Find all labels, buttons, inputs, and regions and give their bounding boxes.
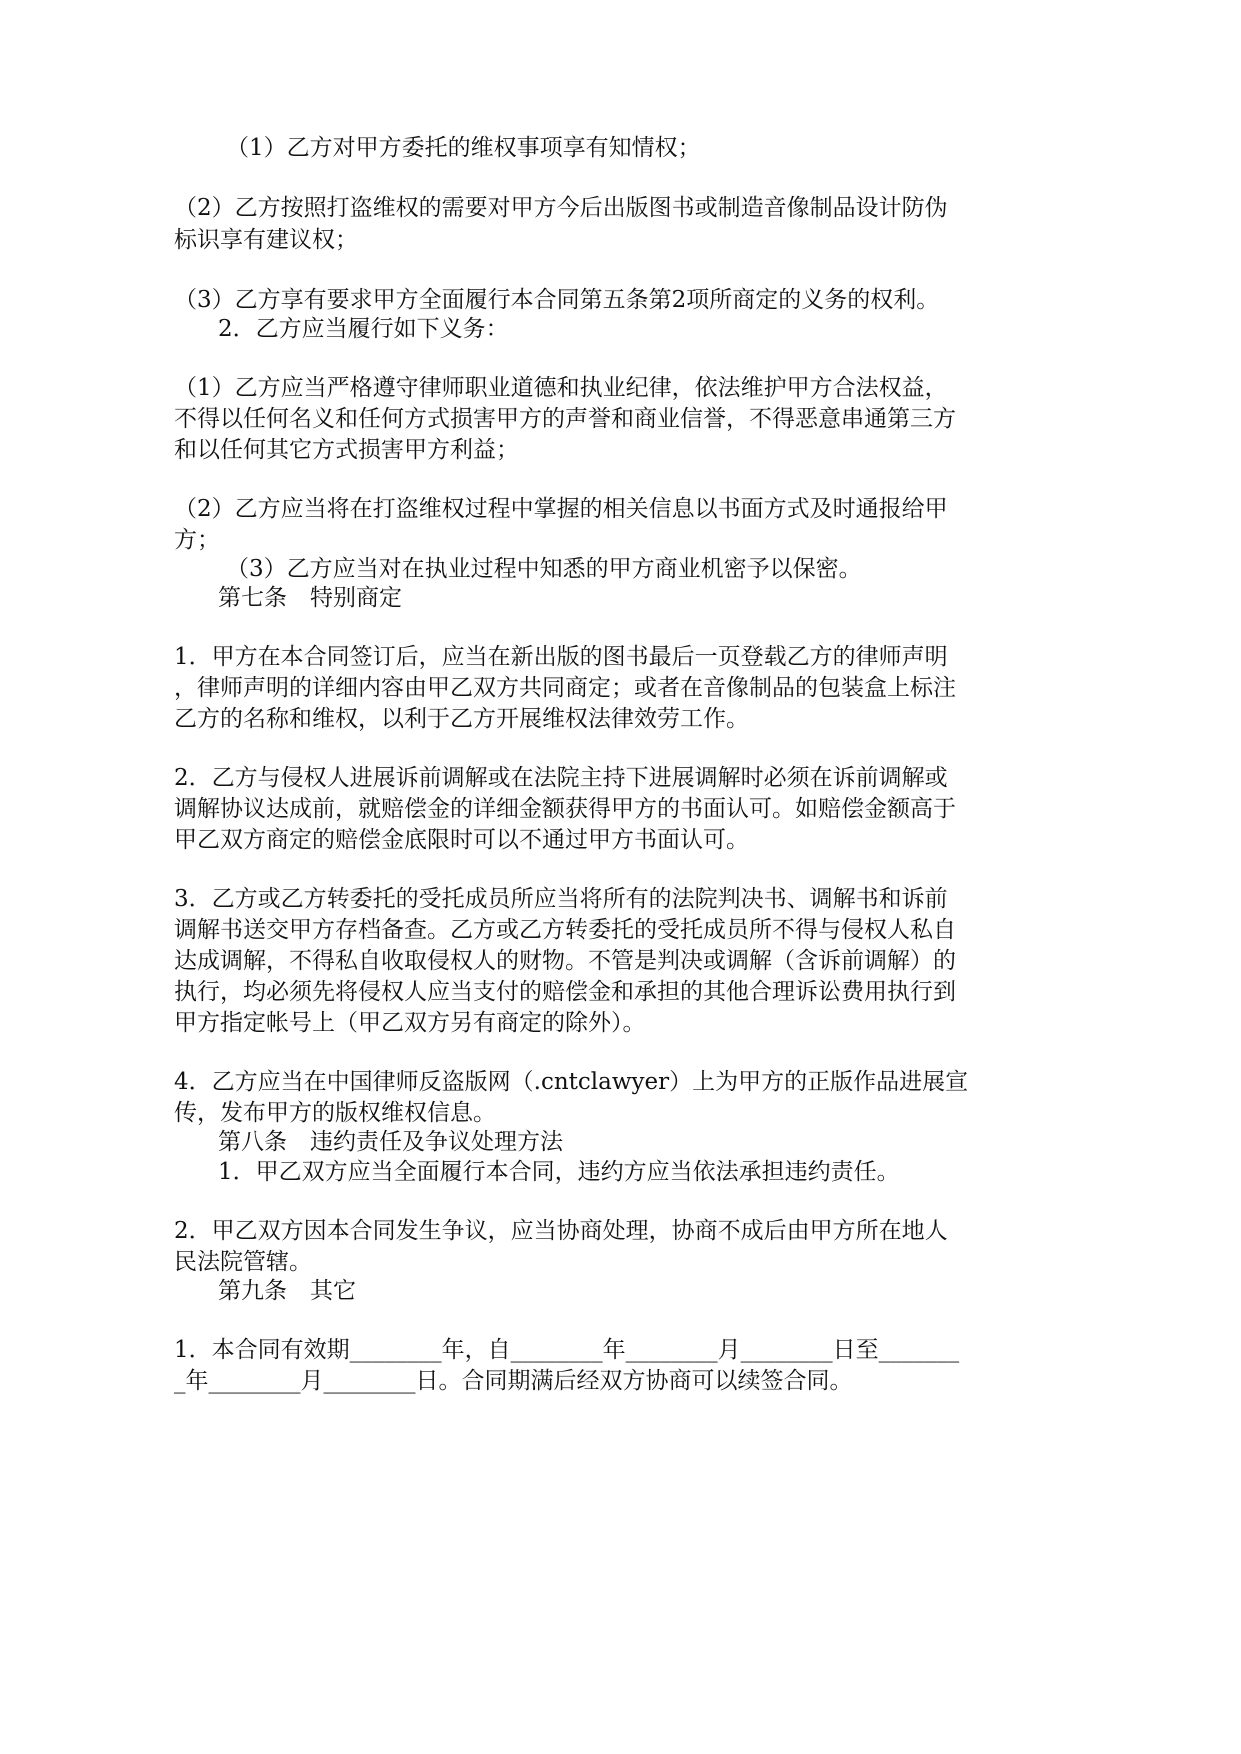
text-line: 2．乙方应当履行如下义务： bbox=[218, 316, 509, 342]
text-line: 达成调解，不得私自收取侵权人的财物。不管是判决或调解（含诉前调解）的 bbox=[174, 948, 956, 974]
text-line: 甲乙双方商定的赔偿金底限时可以不通过甲方书面认可。 bbox=[174, 827, 749, 853]
text-line: 4．乙方应当在中国律师反盗版网（.cntclawyer）上为甲方的正版作品进展宣 bbox=[174, 1069, 969, 1095]
text-line: 调解书送交甲方存档备查。乙方或乙方转委托的受托成员所不得与侵权人私自 bbox=[174, 917, 956, 943]
text-line: 2．乙方与侵权人进展诉前调解或在法院主持下进展调解时必须在诉前调解或 bbox=[174, 765, 948, 791]
text-line: 方； bbox=[174, 527, 220, 553]
text-line: （2）乙方按照打盗维权的需要对甲方今后出版图书或制造音像制品设计防伪 bbox=[174, 195, 948, 221]
text-line: 调解协议达成前，就赔偿金的详细金额获得甲方的书面认可。如赔偿金额高于 bbox=[174, 796, 956, 822]
text-line: 1．本合同有效期________年，自________年________月________日至_______ bbox=[174, 1337, 960, 1363]
text-line: _年________月________日。合同期满后经双方协商可以续签合同。 bbox=[174, 1368, 853, 1394]
section-heading: 第八条 违约责任及争议处理方法 bbox=[218, 1129, 563, 1155]
text-line: 和以任何其它方式损害甲方利益； bbox=[174, 437, 519, 463]
text-line: （1）乙方应当严格遵守律师职业道德和执业纪律，依法维护甲方合法权益， bbox=[174, 375, 948, 401]
text-line: 民法院管辖。 bbox=[174, 1249, 312, 1275]
text-line: 1．甲乙双方应当全面履行本合同，违约方应当依法承担违约责任。 bbox=[218, 1159, 900, 1185]
text-line: 执行，均必须先将侵权人应当支付的赔偿金和承担的其他合理诉讼费用执行到 bbox=[174, 979, 956, 1005]
text-line: ，律师声明的详细内容由甲乙双方共同商定；或者在音像制品的包装盒上标注 bbox=[174, 675, 956, 701]
text-line: 2．甲乙双方因本合同发生争议，应当协商处理，协商不成后由甲方所在地人 bbox=[174, 1218, 948, 1244]
text-line: （3）乙方应当对在执业过程中知悉的甲方商业机密予以保密。 bbox=[226, 556, 862, 582]
text-line: 甲方指定帐号上（甲乙双方另有商定的除外）。 bbox=[174, 1010, 646, 1036]
text-line: （2）乙方应当将在打盗维权过程中掌握的相关信息以书面方式及时通报给甲 bbox=[174, 496, 948, 522]
text-line: 传，发布甲方的版权维权信息。 bbox=[174, 1100, 496, 1126]
section-heading: 第七条 特别商定 bbox=[218, 585, 402, 611]
text-line: （3）乙方享有要求甲方全面履行本合同第五条第2项所商定的义务的权利。 bbox=[174, 287, 940, 313]
text-line: （1）乙方对甲方委托的维权事项享有知情权； bbox=[226, 135, 701, 161]
text-line: 乙方的名称和维权，以利于乙方开展维权法律效劳工作。 bbox=[174, 706, 749, 732]
section-heading: 第九条 其它 bbox=[218, 1278, 356, 1304]
text-line: 标识享有建议权； bbox=[174, 227, 358, 253]
text-line: 不得以任何名义和任何方式损害甲方的声誉和商业信誉，不得恶意串通第三方 bbox=[174, 406, 956, 432]
text-line: 3．乙方或乙方转委托的受托成员所应当将所有的法院判决书、调解书和诉前 bbox=[174, 886, 948, 912]
text-line: 1．甲方在本合同签订后，应当在新出版的图书最后一页登载乙方的律师声明 bbox=[174, 644, 948, 670]
